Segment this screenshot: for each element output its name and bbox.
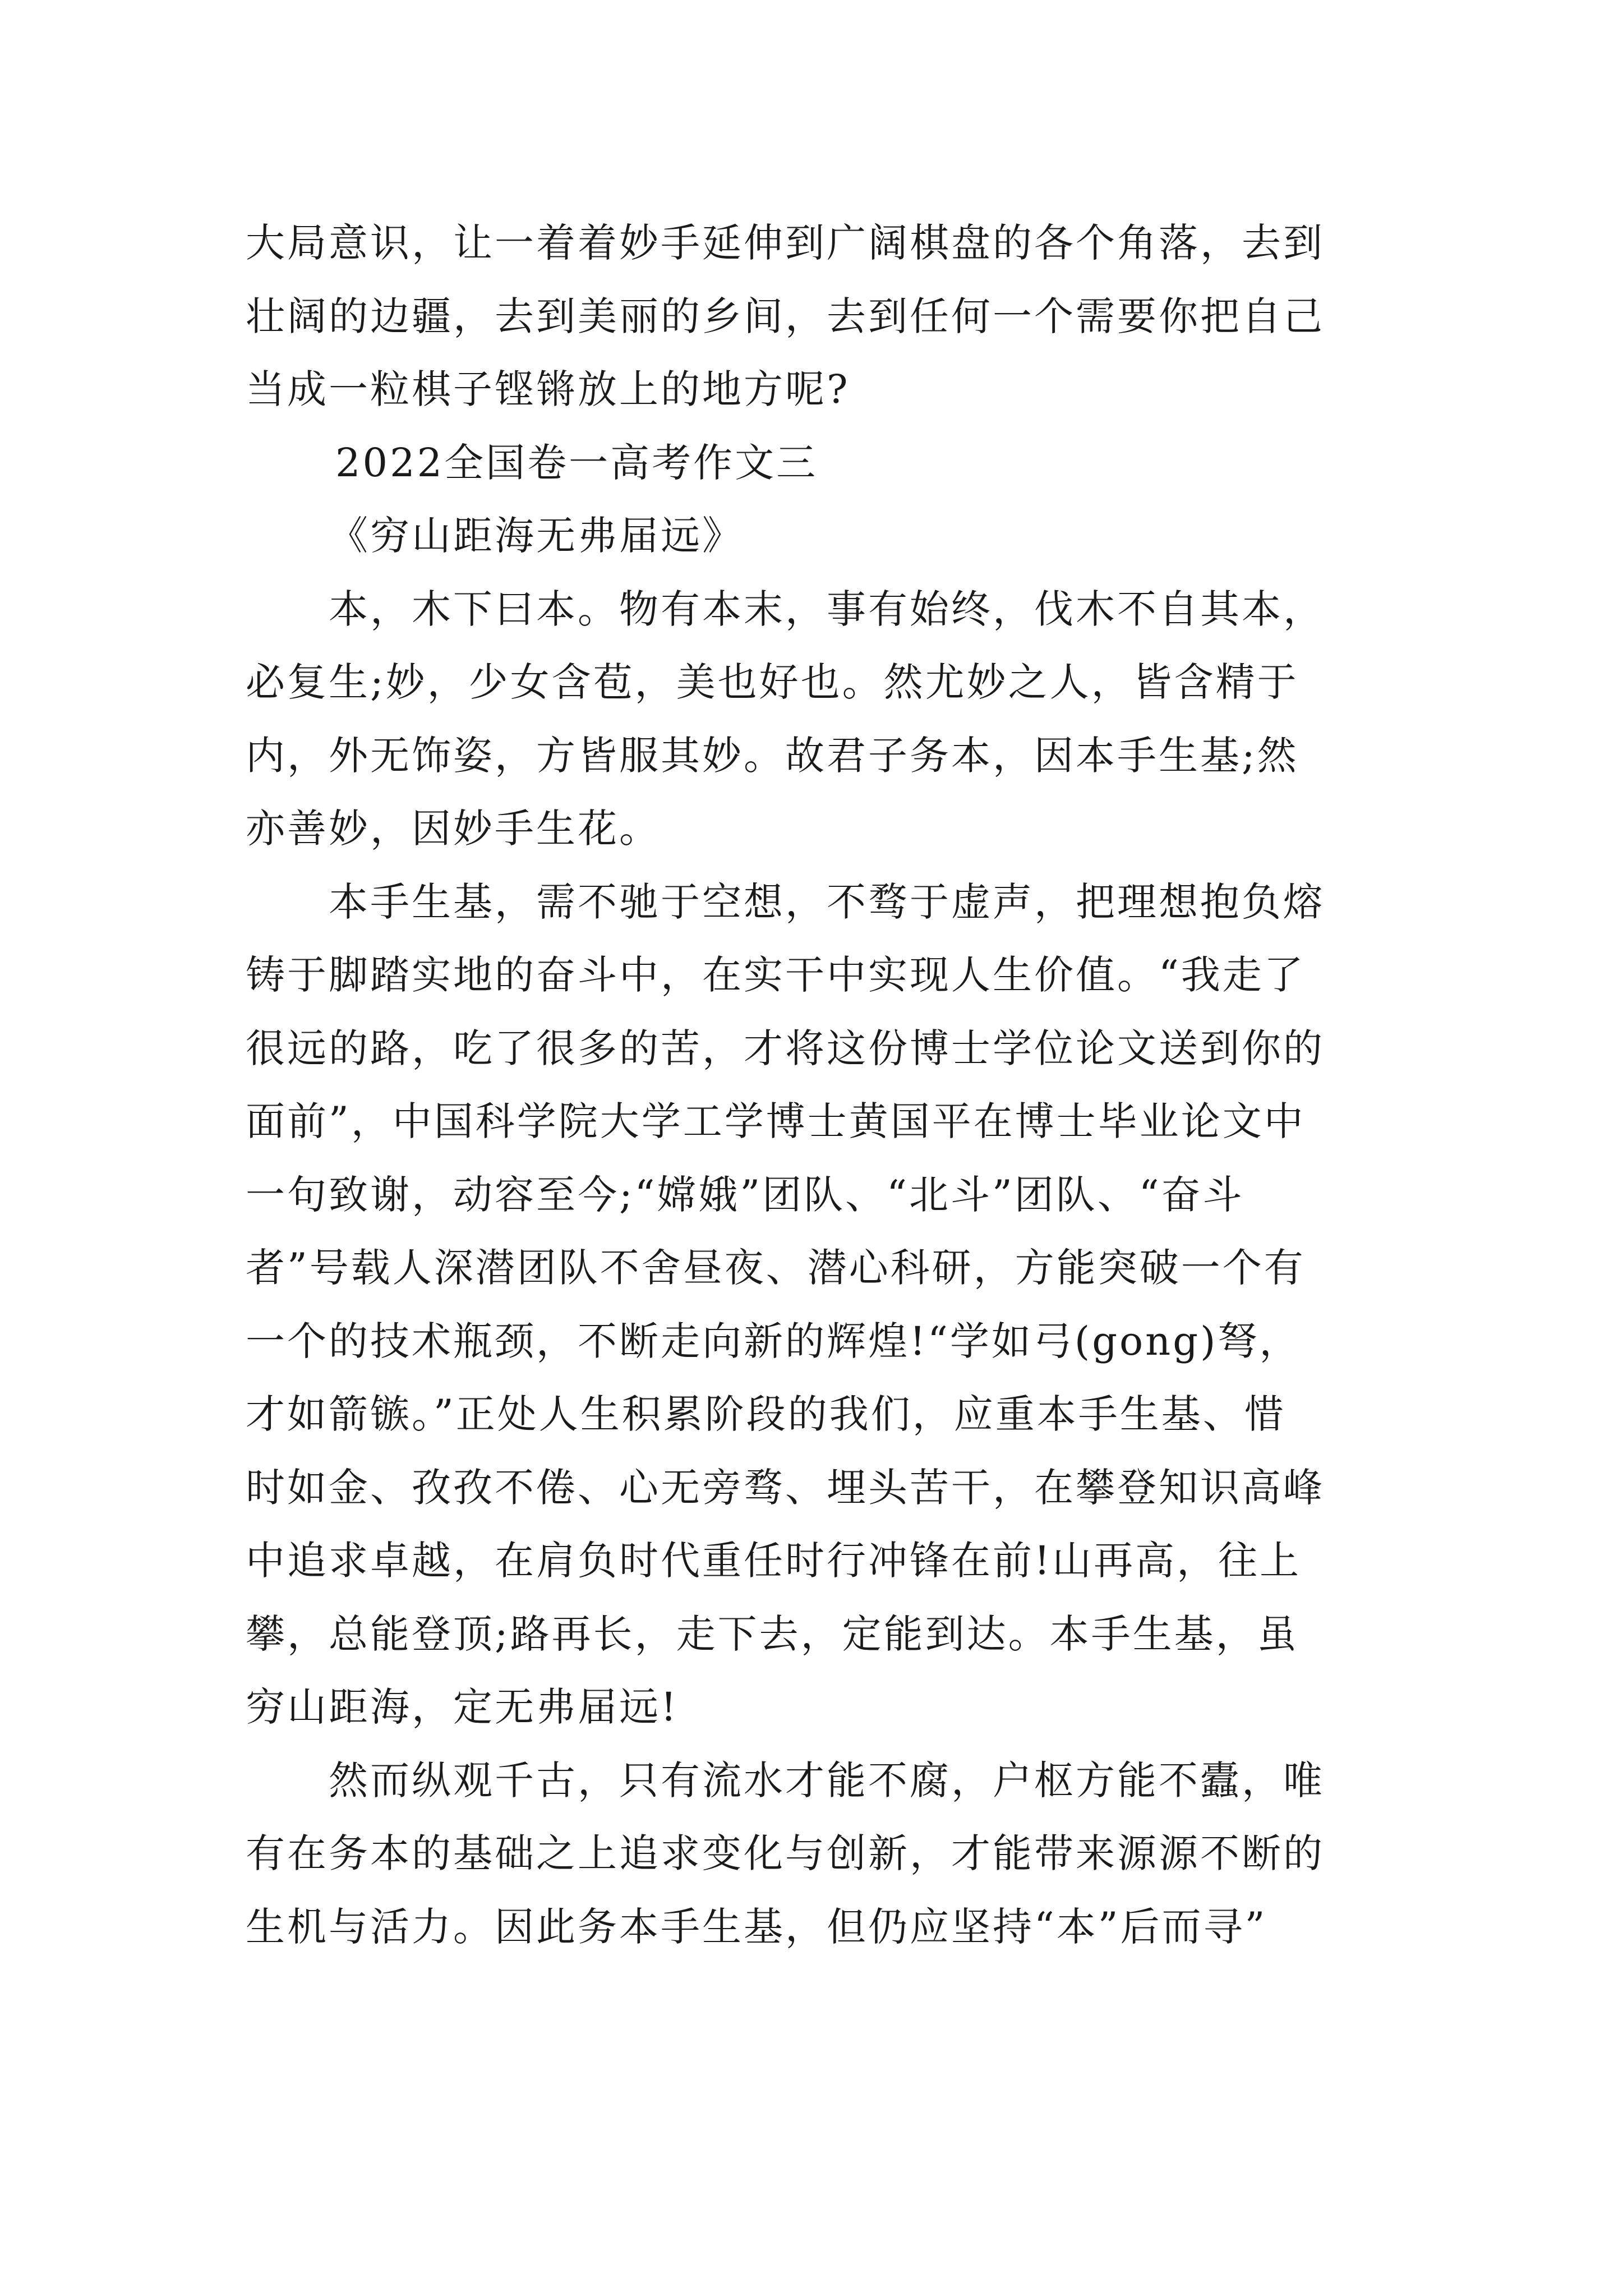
body-text-line: 生机与活力。因此务本手生基，但仍应坚持“本”后而寻” — [246, 1903, 1267, 1950]
body-text-line: 穷山距海，定无弗届远! — [246, 1684, 679, 1730]
body-text-line: 很远的路，吃了很多的苦，才将这份博士学位论文送到你的 — [246, 1025, 1325, 1071]
body-text-line: 面前”，中国科学院大学工学博士黄国平在博士毕业论文中 — [246, 1098, 1306, 1144]
body-text-line: 铸于脚踏实地的奋斗中，在实干中实现人生价值。“我走了 — [246, 952, 1306, 998]
body-text-line: 者”号载人深潜团队不舍昼夜、潜心科研，方能突破一个有 — [246, 1245, 1306, 1291]
body-text-line: 时如金、孜孜不倦、心无旁骛、埋头苦干，在攀登知识高峰 — [246, 1464, 1325, 1511]
body-text-line: 内，外无饰姿，方皆服其妙。故君子务本，因本手生基;然 — [246, 732, 1299, 779]
body-text-line: 亦善妙，因妙手生花。 — [246, 806, 661, 852]
paragraph-first-line: 然而纵观千古，只有流水才能不腐，户枢方能不蠹，唯 — [329, 1757, 1325, 1803]
body-text-line: 一句致谢，动容至今;“嫦娥”团队、“北斗”团队、“奋斗 — [246, 1171, 1244, 1218]
essay-title: 《穷山距海无弗届远》 — [329, 513, 744, 559]
body-text-line: 当成一粒棋子铿锵放上的地方呢? — [246, 366, 850, 412]
body-text-line: 壮阔的边疆，去到美丽的乡间，去到任何一个需要你把自己 — [246, 293, 1325, 339]
body-text-line: 一个的技术瓶颈，不断走向新的辉煌!“学如弓(gong)弩， — [246, 1318, 1301, 1364]
body-text-line: 必复生;妙，少女含苞，美也好也。然尤妙之人，皆含精于 — [246, 659, 1299, 705]
paragraph-first-line: 本，木下曰本。物有本末，事有始终，伐木不自其本， — [329, 586, 1325, 632]
body-text-line: 有在务本的基础之上追求变化与创新，才能带来源源不断的 — [246, 1830, 1325, 1876]
body-text-line: 攀，总能登顶;路再长，走下去，定能到达。本手生基，虽 — [246, 1611, 1299, 1657]
body-text-line: 中追求卓越，在肩负时代重任时行冲锋在前!山再高，往上 — [246, 1538, 1302, 1584]
paragraph-first-line: 本手生基，需不驰于空想，不骛于虚声，把理想抱负熔 — [329, 878, 1325, 925]
body-text-line: 大局意识，让一着着妙手延伸到广阔棋盘的各个角落，去到 — [246, 220, 1325, 266]
section-heading: 2022全国卷一高考作文三 — [335, 439, 818, 486]
body-text-line: 才如箭镞。”正处人生积累阶段的我们，应重本手生基、惜 — [246, 1391, 1286, 1437]
document-body — [246, 206, 1390, 1963]
